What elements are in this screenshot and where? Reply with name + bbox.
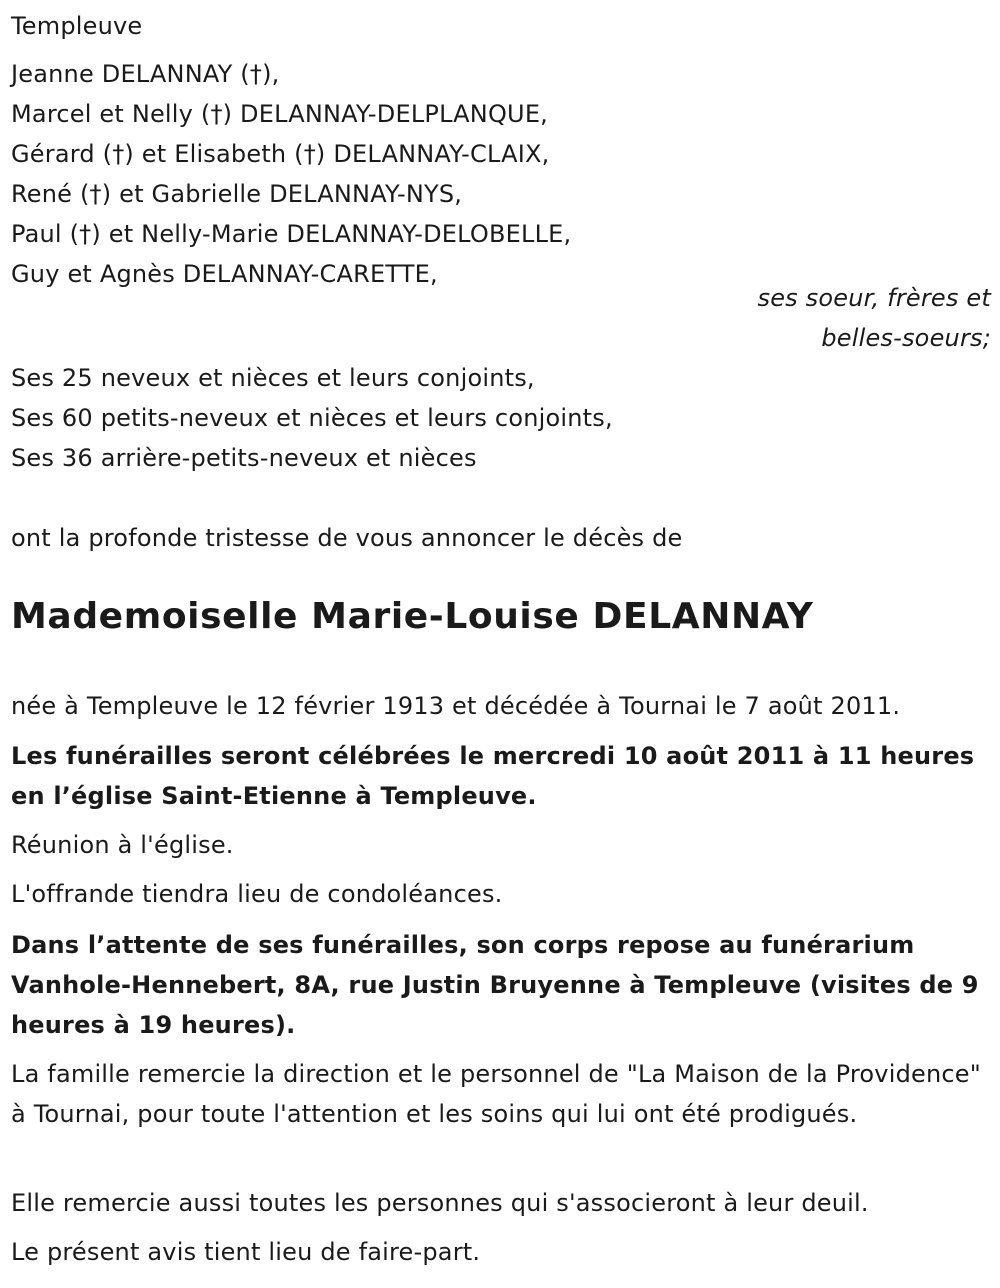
announcement-text: ont la profonde tristesse de vous annoncer le décès de [11, 524, 683, 552]
birth-death-dates: née à Templeuve le 12 février 1913 et décédée à Tournai le 7 août 2011. [11, 692, 901, 720]
family-members-list [11, 54, 571, 294]
family-member: René (†) et Gabrielle DELANNAY-NYS, [11, 180, 463, 208]
family-member: Paul (†) et Nelly-Marie DELANNAY-DELOBELLE, [11, 220, 572, 248]
thanks-staff: La famille remercie la direction et le personnel de "La Maison de la Providence" à Tournai, pour toute l'attention et les soins qui lui ont été prodigués. [11, 1060, 981, 1128]
family-relation [757, 278, 991, 358]
family-member: Gérard (†) et Elisabeth (†) DELANNAY-CLAIX, [11, 140, 550, 168]
deceased-name: Mademoiselle Marie-Louise DELANNAY [11, 596, 814, 637]
family-member: Marcel et Nelly (†) DELANNAY-DELPLANQUE, [11, 100, 549, 128]
notice-note: Le présent avis tient lieu de faire-part. [11, 1238, 481, 1266]
thanks-all: Elle remercie aussi toutes les personnes qui s'associeront à leur deuil. [11, 1189, 869, 1217]
offering-note: L'offrande tiendra lieu de condoléances. [11, 880, 503, 908]
descendants-line: Ses 36 arrière-petits-neveux et nièces [11, 444, 477, 472]
town-heading: Templeuve [11, 12, 143, 40]
meeting-place: Réunion à l'église. [11, 831, 234, 859]
funerarium-details: Dans l’attente de ses funérailles, son corps repose au funérarium Vanhole-Hennebert, 8A, rue Justin Bruyenne à Templeuve (visites de 9 heures à 19 heures). [11, 931, 979, 1039]
family-member: Jeanne DELANNAY (†), [11, 60, 280, 88]
descendants-line: Ses 60 petits-neveux et nièces et leurs conjoints, [11, 404, 613, 432]
descendants-line: Ses 25 neveux et nièces et leurs conjoints, [11, 364, 535, 392]
descendants-list [11, 358, 613, 478]
funeral-details: Les funérailles seront célébrées le mercredi 10 août 2011 à 11 heures en l’église Saint-Etienne à Templeuve. [11, 742, 975, 810]
family-relation-line: ses soeur, frères et [757, 284, 991, 312]
family-relation-line: belles-soeurs; [821, 324, 991, 352]
family-member: Guy et Agnès DELANNAY-CARETTE, [11, 260, 438, 288]
